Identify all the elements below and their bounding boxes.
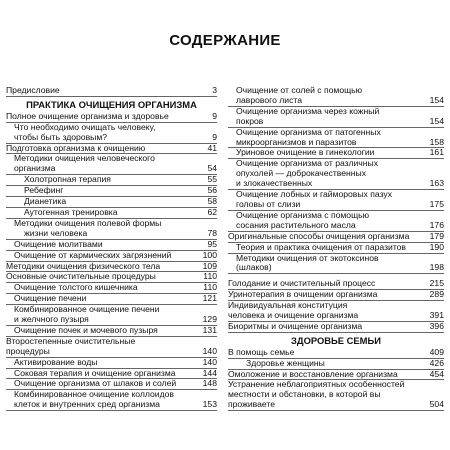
toc-left-column — [6, 86, 217, 411]
toc-page-number: 129 — [202, 315, 217, 325]
toc-entry[interactable] — [6, 240, 217, 251]
toc-page-number: 179 — [429, 231, 444, 241]
toc-entry-title: Индивидуальная конституция — [228, 301, 348, 311]
toc-entry-title: Второстепенные очистительные — [6, 336, 136, 346]
toc-entry-title: чтобы быть здоровым? — [14, 132, 108, 142]
toc-entry[interactable] — [6, 390, 217, 400]
toc-entry[interactable] — [6, 337, 217, 347]
toc-page-number: 41 — [207, 143, 217, 153]
toc-entry[interactable] — [228, 211, 444, 221]
toc-right-column — [228, 86, 444, 411]
toc-entry[interactable] — [228, 159, 444, 169]
toc-page-number: 109 — [202, 261, 217, 271]
toc-entry-title: Полное очищение организма и здоровье — [6, 111, 169, 121]
toc-entry-title: Подготовка организма к очищению — [6, 143, 146, 153]
toc-entry[interactable] — [6, 86, 217, 97]
toc-page-number: 9 — [212, 111, 217, 121]
toc-page-number: 131 — [202, 325, 217, 335]
toc-entry-title: микроорганизмов и паразитов — [236, 137, 357, 147]
toc-page-number: 121 — [202, 294, 217, 304]
toc-page-number: 55 — [207, 175, 217, 185]
toc-entry[interactable] — [228, 86, 444, 96]
toc-page-number: 95 — [207, 239, 217, 249]
toc-entry[interactable] — [228, 263, 444, 274]
toc-page-number: 215 — [429, 279, 444, 289]
toc-entry-title: Очищение печени — [14, 294, 87, 304]
toc-entry-title: Соковая терапия и очищение организма — [14, 368, 176, 378]
toc-page-number: 148 — [202, 379, 217, 389]
toc-entry[interactable] — [228, 254, 444, 264]
toc-entry[interactable] — [6, 400, 217, 411]
toc-entry[interactable] — [228, 390, 444, 400]
toc-entry[interactable] — [228, 107, 444, 117]
toc-page-number: 100 — [202, 250, 217, 260]
toc-page-number: 154 — [429, 116, 444, 126]
toc-entry[interactable] — [6, 133, 217, 144]
toc-entry-title: покров — [236, 116, 264, 126]
toc-entry-title: (шлаков) — [236, 263, 272, 273]
toc-entry-title: Что необходимо очищать человеку, — [14, 122, 156, 132]
toc-entry[interactable] — [6, 369, 217, 380]
toc-page-number: 504 — [429, 400, 444, 410]
toc-page-number: 158 — [429, 137, 444, 147]
toc-entry[interactable] — [228, 117, 444, 128]
toc-page-number: 198 — [429, 263, 444, 273]
toc-entry-title: сосания растительного масла — [236, 220, 356, 230]
toc-entry[interactable] — [6, 229, 217, 240]
toc-page-number: 190 — [429, 242, 444, 252]
toc-page-number: 391 — [429, 311, 444, 321]
toc-entry-title: Ребефинг — [24, 186, 64, 196]
toc-entry[interactable] — [228, 96, 444, 107]
toc-entry[interactable] — [6, 315, 217, 326]
toc-entry-title: Комбинированное очищение печени — [14, 305, 160, 315]
toc-page-number: 154 — [429, 95, 444, 105]
toc-entry-title: Дианетика — [24, 197, 67, 207]
toc-entry-title: Методики очищения человеческого — [14, 154, 155, 164]
toc-entry[interactable] — [228, 301, 444, 311]
toc-entry[interactable] — [6, 272, 217, 283]
toc-entry-title: головы от слизи — [236, 199, 301, 209]
toc-entry[interactable] — [228, 348, 444, 359]
toc-entry-title: Очищение от кармических загрязнений — [14, 250, 172, 260]
toc-entry-title: Предисловие — [6, 86, 60, 95]
toc-entry[interactable] — [6, 262, 217, 273]
toc-entry[interactable] — [228, 169, 444, 179]
toc-entry[interactable] — [6, 358, 217, 369]
toc-entry[interactable] — [228, 380, 444, 390]
toc-entry-title: Очищение организма от различных — [236, 159, 379, 169]
toc-page-number: 176 — [429, 220, 444, 230]
toc-entry[interactable] — [228, 221, 444, 232]
toc-entry-title: Омоложение и восстановление организма — [228, 369, 398, 379]
toc-entry-title: Очищение организма от патогенных — [236, 127, 381, 137]
toc-page-number: 110 — [203, 283, 217, 293]
toc-page-number: 454 — [429, 369, 444, 379]
toc-entry[interactable] — [228, 243, 444, 254]
toc-entry-title: и злокачественных — [236, 179, 313, 189]
toc-entry-title: клеток и внутренних сред организма — [14, 400, 160, 410]
toc-page-number: 140 — [202, 357, 217, 367]
toc-entry[interactable] — [6, 294, 217, 305]
toc-entry-title: опухолей — доброкачественных — [236, 169, 367, 179]
toc-page-number: 409 — [429, 347, 444, 357]
toc-entry-title: Уринотерапия в очищении организма — [228, 290, 378, 300]
toc-entry[interactable] — [6, 379, 217, 390]
toc-entry[interactable] — [6, 164, 217, 175]
toc-entry[interactable] — [228, 128, 444, 138]
toc-entry[interactable] — [6, 175, 217, 186]
toc-entry[interactable] — [6, 251, 217, 262]
toc-entry[interactable] — [228, 370, 444, 381]
toc-page-number: 56 — [207, 186, 217, 196]
toc-entry[interactable] — [228, 311, 444, 322]
toc-page-number: 58 — [207, 197, 217, 207]
toc-entry[interactable] — [6, 186, 217, 197]
toc-entry-title: Очищение толстого кишечника — [14, 283, 138, 293]
page-title: СОДЕРЖАНИЕ — [169, 32, 281, 49]
toc-entry[interactable] — [6, 208, 217, 219]
toc-entry[interactable] — [228, 179, 444, 190]
toc-entry-title: Методики очищения физического тела — [6, 261, 161, 271]
toc-entry-title: Методики очищения от экотоксинов — [236, 253, 379, 263]
toc-entry[interactable] — [6, 197, 217, 208]
toc-entry-title: и желчного пузыря — [14, 315, 89, 325]
toc-page-number: 9 — [212, 132, 217, 142]
toc-entry[interactable] — [6, 326, 217, 337]
toc-entry[interactable] — [228, 148, 444, 159]
toc-entry-title: местности и обстановки, в которой вы — [228, 390, 381, 400]
toc-entry-title: Здоровье женщины — [246, 358, 325, 368]
toc-entry[interactable] — [6, 283, 217, 294]
section-heading: ПРАКТИКА ОЧИЩЕНИЯ ОРГАНИЗМА — [26, 98, 197, 110]
toc-entry[interactable] — [6, 123, 217, 133]
toc-entry-title: Основные очистительные процедуры — [6, 272, 156, 282]
toc-entry[interactable] — [6, 219, 217, 229]
toc-entry[interactable] — [6, 144, 217, 155]
toc-entry[interactable] — [228, 322, 444, 333]
toc-entry-title: проживаете — [228, 400, 276, 410]
toc-entry[interactable] — [6, 347, 217, 358]
toc-entry-title: Активирование воды — [14, 357, 98, 367]
toc-entry-title: Очищение молитвами — [14, 239, 103, 249]
toc-entry-title: процедуры — [6, 346, 50, 356]
toc-entry-title: Очищение организма через кожный — [236, 106, 380, 116]
toc-entry-title: Комбинированное очищение коллоидов — [14, 390, 174, 400]
toc-entry[interactable] — [228, 200, 444, 211]
toc-page-number: 140 — [202, 346, 217, 356]
toc-entry-title: человека и очищение организма — [228, 311, 359, 321]
toc-entry-title: лаврового листа — [236, 95, 303, 105]
toc-entry[interactable] — [228, 190, 444, 200]
toc-entry-title: Теория и практика очищения от паразитов — [236, 242, 406, 252]
toc-page-number: 54 — [207, 164, 217, 174]
toc-page-number: 153 — [202, 400, 217, 410]
toc-entry-title: Голодание и очистительный процесс — [228, 279, 376, 289]
toc-entry-title: Очищение организма от шлаков и солей — [14, 379, 177, 389]
toc-entry-title: Очищение организма с помощью — [236, 210, 370, 220]
toc-entry-title: Очищение от солей с помощью — [236, 86, 363, 95]
section-heading: ЗДОРОВЬЕ СЕМЬИ — [291, 334, 381, 346]
toc-entry[interactable] — [6, 154, 217, 164]
toc-entry[interactable] — [228, 138, 444, 149]
toc-entry[interactable] — [228, 232, 444, 243]
toc-page-number: 78 — [207, 228, 217, 238]
toc-entry[interactable] — [228, 290, 444, 301]
toc-entry-title: В помощь семье — [228, 347, 295, 357]
toc-entry[interactable] — [228, 400, 444, 411]
toc-page-number: 62 — [207, 207, 217, 217]
toc-page-number: 161 — [429, 148, 444, 158]
toc-entry-title: Биоритмы и очищение организма — [228, 321, 363, 331]
toc-page-number: 396 — [429, 321, 444, 331]
toc-entry[interactable] — [6, 305, 217, 315]
toc-entry-title: Устранение неблагоприятных особенностей — [228, 380, 405, 390]
toc-entry-title: Оригинальные способы очищения организма — [228, 231, 410, 241]
toc-entry[interactable] — [228, 359, 444, 370]
toc-page-number: 289 — [429, 290, 444, 300]
toc-entry-title: Аутогенная тренировка — [24, 207, 118, 217]
toc-entry-title: Очищение почек и мочевого пузыря — [14, 325, 158, 335]
toc-page-number: 144 — [202, 368, 217, 378]
toc-entry[interactable] — [228, 279, 444, 290]
toc-page-number: 3 — [212, 86, 217, 95]
toc-entry-title: Холотропная терапия — [24, 175, 111, 185]
toc-entry-title: Уриновое очищение в гинекологии — [236, 148, 375, 158]
toc-entry[interactable] — [6, 112, 217, 123]
toc-page-number: 110 — [203, 272, 217, 282]
toc-entry-title: жизни человека — [24, 228, 88, 238]
toc-entry-title: организма — [14, 164, 56, 174]
toc-entry-title: Очищение лобных и гайморовых пазух — [236, 190, 393, 200]
toc-page-number: 163 — [429, 179, 444, 189]
toc-page-number: 426 — [429, 358, 444, 368]
toc-page-number: 175 — [429, 199, 444, 209]
toc-entry-title: Методики очищения полевой формы — [14, 218, 162, 228]
